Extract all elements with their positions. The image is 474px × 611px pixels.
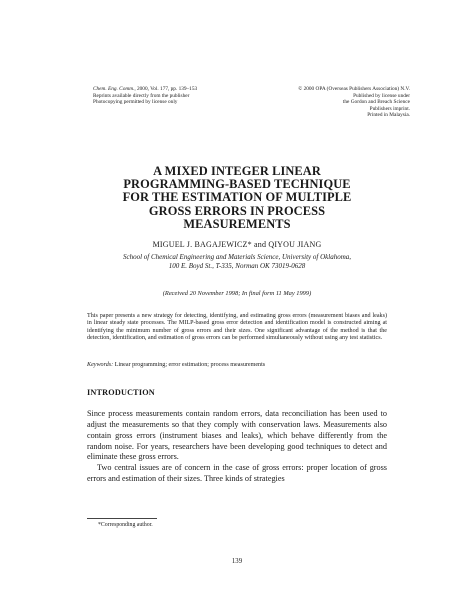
section-heading: INTRODUCTION [87, 388, 155, 397]
citation-line [93, 86, 243, 93]
copyright-line: © 2000 OPA (Overseas Publishers Association) N.V. [298, 86, 410, 92]
abstract: This paper presents a new strategy for detecting, identifying, and estimating gross errors (measurement biases and leaks) in linear steady state processes. The MILP-based gross error detection and identification model is constructed aiming at identifying the minimum number of gross errors and their sizes. One significant advantage of the method is that the detection, identification, and estimation of gross errors can be performed simultaneously without using any test statistics. [87, 313, 387, 342]
body-paragraph: Two central issues are of concern in the case of gross errors: proper location of gross errors and estimation of their sizes. Three kinds of strategies [87, 463, 387, 484]
received-dates: (Received 20 November 1998; In final form 11 May 1999) [162, 290, 312, 297]
keywords-text: Linear programming; error estimation; process measurements [114, 362, 266, 368]
photocopy-note: Photocopying permitted by license only [93, 99, 178, 106]
footnote-divider [87, 518, 157, 519]
affiliation-line: School of Chemical Engineering and Materials Science, University of Oklahoma, [122, 253, 352, 261]
download-watermark [0, 300, 6, 600]
body-paragraph: Since process measurements contain random errors, data reconciliation has been used to adjust the measurements so that they comply with conservation laws. Measurements also contain gross errors (instrument biases and leaks), which behave differently from the random noise. For years, researchers have been developing good techniques to detect and eliminate these gross errors. [87, 409, 387, 462]
author-affiliation [92, 253, 382, 271]
citation-volume: , 2000, Vol. 177, pp. 139–153 [134, 86, 198, 92]
keywords-label: Keywords: [87, 362, 114, 368]
page-number: 139 [231, 558, 243, 565]
publisher-line: the Gordon and Breach Science [342, 99, 410, 106]
title-line: MEASUREMENTS [183, 216, 291, 231]
affiliation-line: 100 E. Boyd St., T-335, Norman OK 73019-0628 [168, 262, 306, 270]
paper-title [92, 165, 382, 231]
keywords [87, 362, 387, 369]
title-line: A MIXED INTEGER LINEAR [153, 164, 321, 178]
license-line: Published by license under [353, 92, 410, 99]
footnote: *Corresponding author. [98, 522, 153, 528]
title-line: GROSS ERRORS IN PROCESS [148, 203, 326, 218]
title-line: PROGRAMMING-BASED TECHNIQUE [123, 177, 351, 192]
title-line: FOR THE ESTIMATION OF MULTIPLE [122, 190, 352, 205]
download-watermark-text [0, 346, 1, 585]
printed-line: Printed in Malaysia. [367, 112, 410, 119]
body-text [87, 409, 387, 485]
copyright-header [290, 86, 410, 119]
author-list: MIGUEL J. BAGAJEWICZ* and QIYOU JIANG [152, 240, 322, 249]
journal-abbrev: Chem. Eng. Comm. [93, 86, 135, 92]
imprint-line: Publishers imprint. [369, 105, 410, 112]
reprints-note: Reprints available directly from the publisher [93, 92, 190, 99]
citation-header [93, 86, 243, 106]
